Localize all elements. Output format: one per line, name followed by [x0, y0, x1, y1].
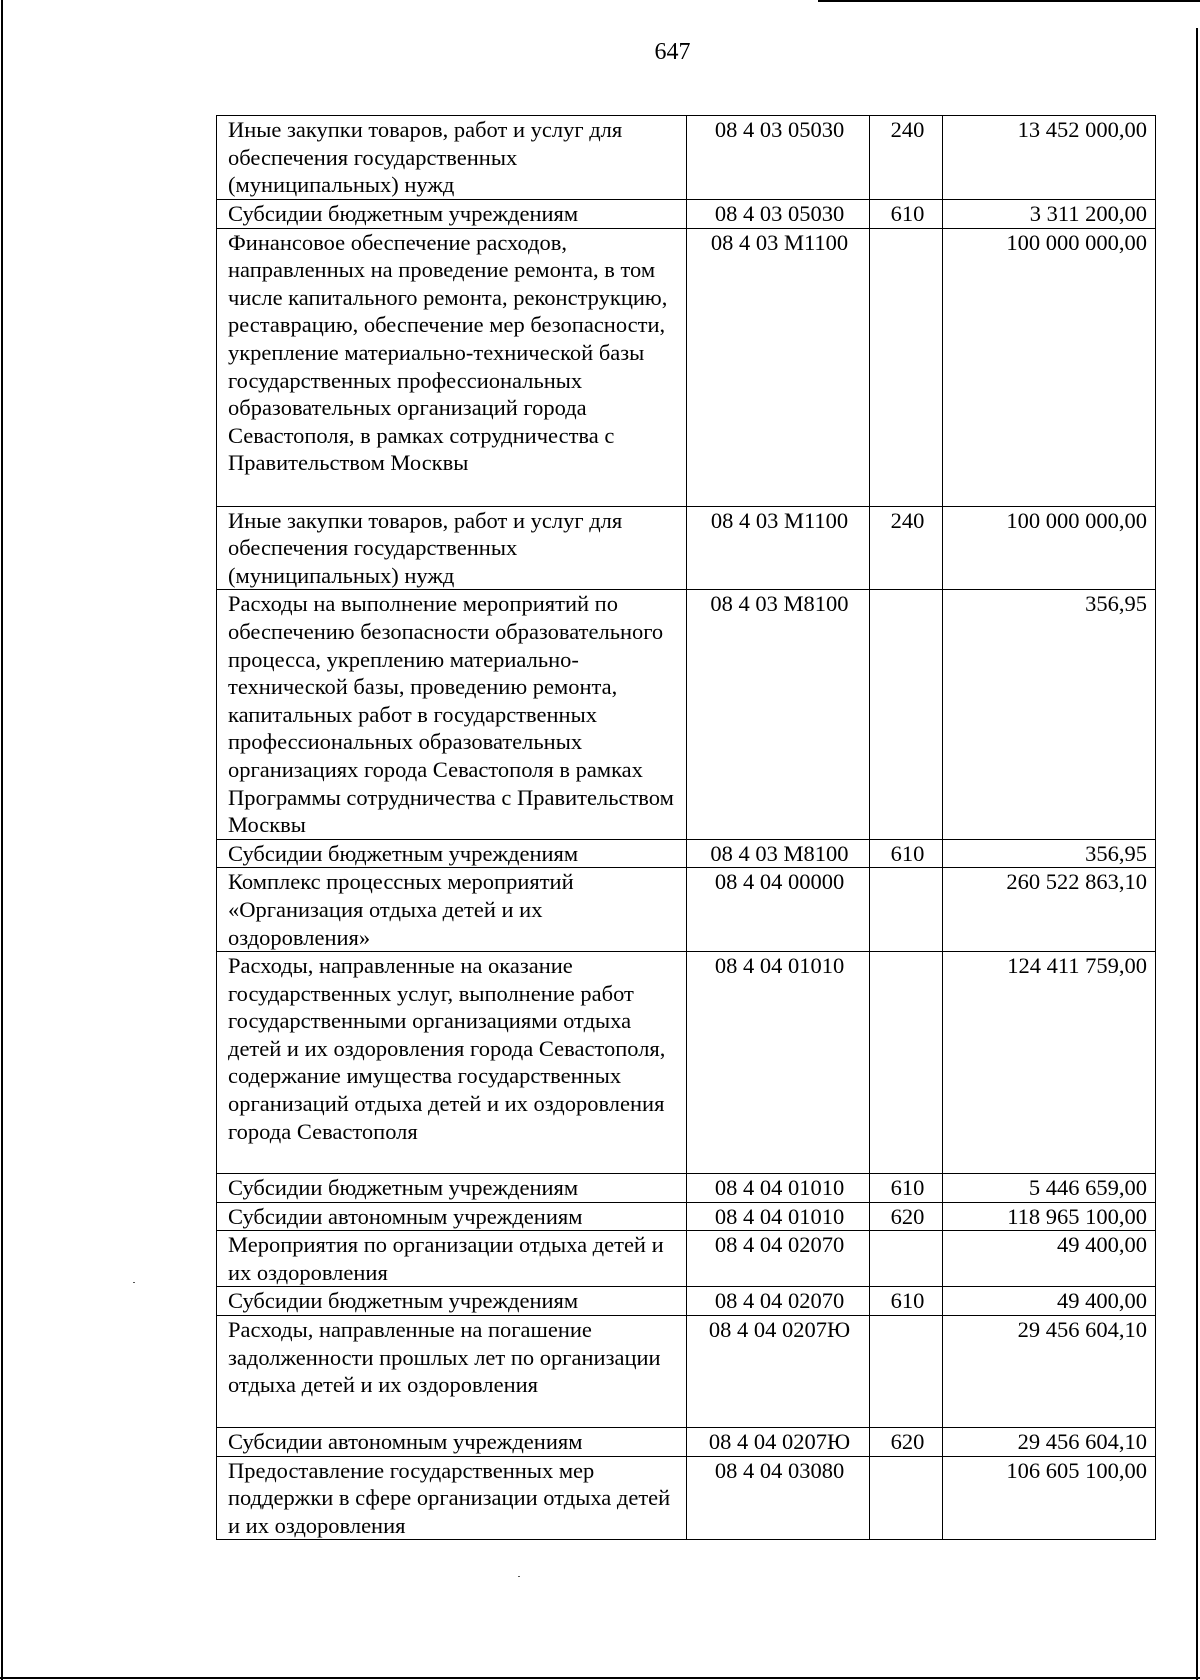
- row-name-cell: Расходы, направленные на оказание государственных услуг, выполнение работ государственными организациями отдыха детей и их оздоровления города Севастополя, содержание имущества государственных организаций отдыха детей и их оздоровления города Севастополя: [217, 952, 687, 1174]
- row-name-cell: Предоставление государственных мер поддержки в сфере организации отдыха детей и их оздоровления: [217, 1456, 687, 1540]
- table-row: [217, 200, 1156, 229]
- row-name-cell: Расходы на выполнение мероприятий по обеспечению безопасности образовательного процесса, укреплению материально-технической базы, проведению ремонта, капитальных работ в государственных профессиональных образовательных организациях города Севастополя в рамках Программы сотрудничества с Правительством Москвы: [217, 590, 687, 839]
- row-code-cell: 08 4 04 0207Ю: [687, 1316, 870, 1428]
- table-row: [217, 228, 1156, 506]
- row-code-cell: 08 4 04 00000: [687, 868, 870, 952]
- table-row: [217, 590, 1156, 839]
- row-type-cell: 610: [870, 839, 943, 868]
- row-amount-cell: 3 311 200,00: [943, 200, 1156, 229]
- row-code-cell: 08 4 04 01010: [687, 952, 870, 1174]
- row-type-cell: 620: [870, 1428, 943, 1457]
- scan-speck: [133, 1282, 135, 1283]
- row-code-cell: 08 4 04 01010: [687, 1202, 870, 1231]
- row-amount-cell: 124 411 759,00: [943, 952, 1156, 1174]
- row-type-cell: [870, 590, 943, 839]
- row-name-cell: Комплекс процессных мероприятий «Организация отдыха детей и их оздоровления»: [217, 868, 687, 952]
- scan-border-left: [1, 0, 3, 1680]
- row-amount-cell: 260 522 863,10: [943, 868, 1156, 952]
- row-type-cell: [870, 1456, 943, 1540]
- row-type-cell: [870, 952, 943, 1174]
- page-number: 647: [654, 39, 691, 65]
- table-row: [217, 116, 1156, 200]
- table-row: [217, 1202, 1156, 1231]
- row-code-cell: 08 4 03 М1100: [687, 506, 870, 590]
- table-row: [217, 1316, 1156, 1428]
- row-amount-cell: 100 000 000,00: [943, 506, 1156, 590]
- row-type-cell: [870, 1231, 943, 1287]
- row-name-cell: Иные закупки товаров, работ и услуг для обеспечения государственных (муниципальных) нужд: [217, 116, 687, 200]
- row-amount-cell: 49 400,00: [943, 1231, 1156, 1287]
- row-code-cell: 08 4 04 01010: [687, 1174, 870, 1203]
- row-name-cell: Расходы, направленные на погашение задолженности прошлых лет по организации отдыха детей и их оздоровления: [217, 1316, 687, 1428]
- row-code-cell: 08 4 04 02070: [687, 1287, 870, 1316]
- row-type-cell: [870, 1316, 943, 1428]
- table-row: [217, 506, 1156, 590]
- row-code-cell: 08 4 03 М8100: [687, 839, 870, 868]
- row-type-cell: 610: [870, 1287, 943, 1316]
- row-type-cell: [870, 228, 943, 506]
- row-name-cell: Финансовое обеспечение расходов, направленных на проведение ремонта, в том числе капитального ремонта, реконструкцию, реставрацию, обеспечение мер безопасности, укрепление материально-технической базы государственных профессиональных образовательных организаций города Севастополя, в рамках сотрудничества с Правительством Москвы: [217, 228, 687, 506]
- row-amount-cell: 29 456 604,10: [943, 1428, 1156, 1457]
- table-row: [217, 952, 1156, 1174]
- row-type-cell: [870, 868, 943, 952]
- row-amount-cell: 13 452 000,00: [943, 116, 1156, 200]
- budget-table: [216, 115, 1156, 1540]
- row-code-cell: 08 4 03 М1100: [687, 228, 870, 506]
- row-code-cell: 08 4 03 М8100: [687, 590, 870, 839]
- row-code-cell: 08 4 03 05030: [687, 116, 870, 200]
- row-name-cell: Субсидии бюджетным учреждениям: [217, 839, 687, 868]
- row-type-cell: 240: [870, 506, 943, 590]
- table-row: [217, 1428, 1156, 1457]
- row-name-cell: Мероприятия по организации отдыха детей и их оздоровления: [217, 1231, 687, 1287]
- row-amount-cell: 5 446 659,00: [943, 1174, 1156, 1203]
- table-row: [217, 868, 1156, 952]
- scan-speck: [518, 1576, 520, 1577]
- row-code-cell: 08 4 04 03080: [687, 1456, 870, 1540]
- row-name-cell: Субсидии автономным учреждениям: [217, 1202, 687, 1231]
- scan-border-right: [1196, 28, 1198, 1680]
- row-amount-cell: 118 965 100,00: [943, 1202, 1156, 1231]
- row-type-cell: 610: [870, 1174, 943, 1203]
- row-name-cell: Субсидии бюджетным учреждениям: [217, 1287, 687, 1316]
- row-type-cell: 240: [870, 116, 943, 200]
- row-amount-cell: 356,95: [943, 590, 1156, 839]
- row-amount-cell: 49 400,00: [943, 1287, 1156, 1316]
- row-amount-cell: 29 456 604,10: [943, 1316, 1156, 1428]
- table-row: [217, 1174, 1156, 1203]
- row-name-cell: Субсидии бюджетным учреждениям: [217, 1174, 687, 1203]
- row-name-cell: Субсидии автономным учреждениям: [217, 1428, 687, 1457]
- row-name-cell: Иные закупки товаров, работ и услуг для обеспечения государственных (муниципальных) нужд: [217, 506, 687, 590]
- scan-border-bottom: [0, 1677, 1200, 1679]
- row-code-cell: 08 4 04 0207Ю: [687, 1428, 870, 1457]
- row-amount-cell: 356,95: [943, 839, 1156, 868]
- row-name-cell: Субсидии бюджетным учреждениям: [217, 200, 687, 229]
- row-code-cell: 08 4 04 02070: [687, 1231, 870, 1287]
- table-row: [217, 1231, 1156, 1287]
- table-row: [217, 839, 1156, 868]
- row-type-cell: 620: [870, 1202, 943, 1231]
- table-row: [217, 1456, 1156, 1540]
- scan-border-top: [818, 0, 1200, 2]
- row-amount-cell: 106 605 100,00: [943, 1456, 1156, 1540]
- row-type-cell: 610: [870, 200, 943, 229]
- row-code-cell: 08 4 03 05030: [687, 200, 870, 229]
- table-row: [217, 1287, 1156, 1316]
- row-amount-cell: 100 000 000,00: [943, 228, 1156, 506]
